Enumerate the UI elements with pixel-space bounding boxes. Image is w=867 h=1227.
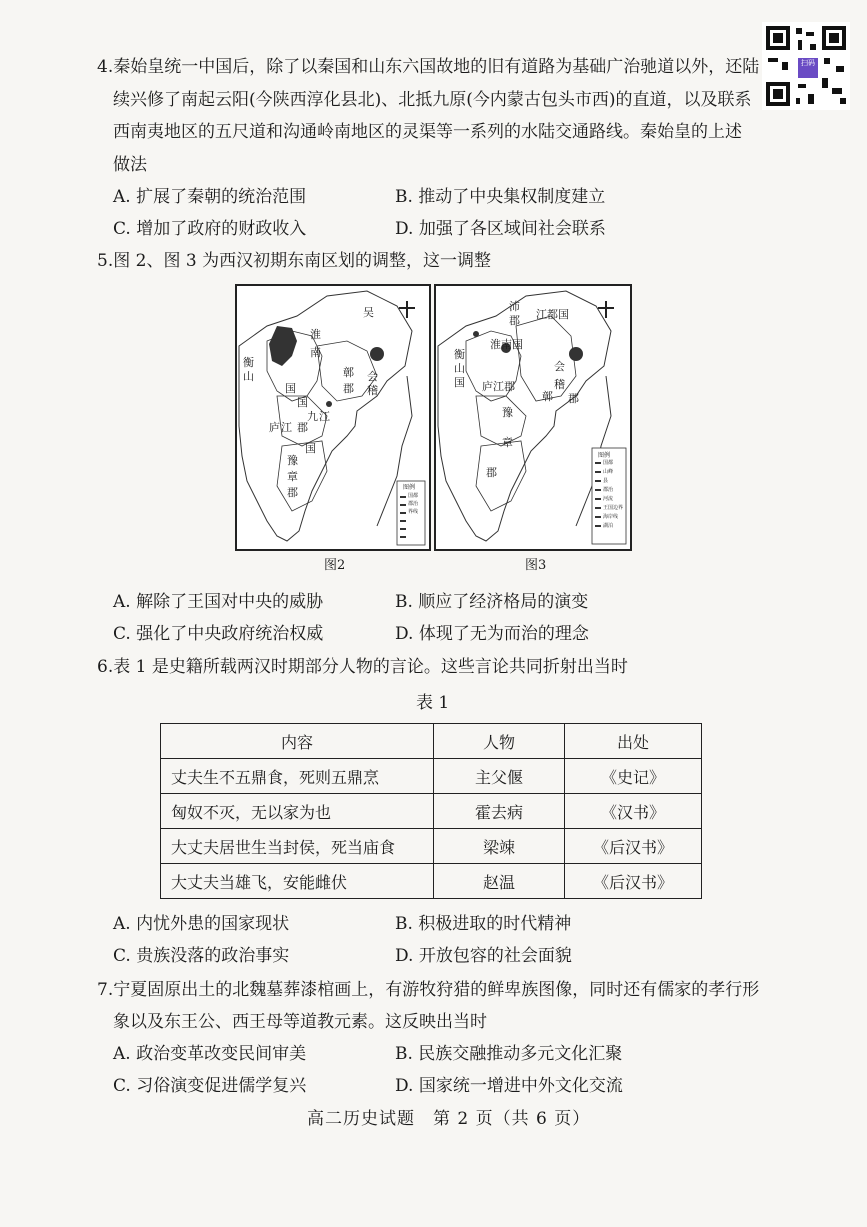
- figure-2-map: [235, 284, 431, 551]
- q6-option-a[interactable]: A. 内忧外患的国家现状: [113, 914, 290, 934]
- table-header: 人物: [434, 724, 565, 759]
- table-cell: 大丈夫居世生当封侯，死当庙食: [161, 829, 434, 864]
- fig3-label: 稽: [554, 378, 565, 391]
- figure-3-svg: [436, 286, 630, 549]
- fig2-label: 衡: [243, 356, 254, 369]
- q4-option-c[interactable]: C. 增加了政府的财政收入: [113, 219, 307, 239]
- figure-2-svg: [237, 286, 429, 549]
- fig3-label: 庐江郡: [482, 380, 515, 393]
- fig2-label: 九: [307, 410, 318, 423]
- q6-option-d[interactable]: D. 开放包容的社会面貌: [395, 946, 572, 966]
- fig2-legend-title: 图例: [403, 484, 416, 491]
- fig2-label: 郡: [287, 486, 298, 499]
- table-row: [161, 794, 702, 829]
- fig3-label: 衡: [454, 348, 465, 361]
- fig2-legend-item: 郡治: [408, 501, 419, 507]
- table-cell: 霍去病: [434, 794, 565, 829]
- fig2-label: 会: [367, 370, 378, 383]
- fig3-legend-title: 图例: [598, 452, 611, 459]
- q4-line-1: 4.秦始皇统一中国后，除了以秦国和山东六国故地的旧有道路为基础广治驰道以外，还陆: [97, 57, 760, 77]
- fig2-label: 庐: [269, 421, 280, 434]
- fig2-label: 豫: [287, 454, 298, 467]
- fig2-label: 淮: [310, 328, 321, 341]
- q5-line: 5.图 2、图 3 为西汉初期东南区划的调整，这一调整: [97, 251, 492, 271]
- fig2-label: 章: [287, 470, 298, 483]
- fig2-label: 南: [310, 346, 321, 359]
- fig3-label: 章: [502, 436, 513, 449]
- fig2-label: 吴: [363, 306, 374, 319]
- q4-option-b[interactable]: B. 推动了中央集权制度建立: [395, 187, 606, 207]
- fig2-label: 稽: [367, 384, 378, 397]
- fig2-label: 鄣: [343, 366, 354, 379]
- table-row: [161, 759, 702, 794]
- q6-line: 6.表 1 是史籍所载两汉时期部分人物的言论。这些言论共同折射出当时: [97, 657, 628, 677]
- fig3-label: 淮南国: [490, 338, 523, 351]
- qr-badge: 扫码: [796, 56, 820, 80]
- fig2-legend-item: 国都: [408, 493, 419, 499]
- fig3-label: 豫: [502, 406, 513, 419]
- q5-option-a[interactable]: A. 解除了王国对中央的威胁: [113, 592, 324, 612]
- table-cell: 主父偃: [434, 759, 565, 794]
- q4-line-4: 做法: [113, 155, 147, 175]
- fig2-legend-item: 界线: [408, 509, 419, 515]
- q5-option-b[interactable]: B. 顺应了经济格局的演变: [395, 592, 589, 612]
- fig3-label: 鄣: [542, 390, 553, 403]
- fig3-legend-item: 海岸线: [603, 514, 619, 520]
- table-cell: 《后汉书》: [565, 864, 702, 899]
- table-1: [160, 723, 702, 899]
- table-cell: 《史记》: [565, 759, 702, 794]
- table-cell: 梁竦: [434, 829, 565, 864]
- fig2-label: 江: [281, 421, 292, 434]
- q7-option-c[interactable]: C. 习俗演变促进儒学复兴: [113, 1076, 307, 1096]
- q4-option-a[interactable]: A. 扩展了秦朝的统治范围: [113, 187, 307, 207]
- fig2-label: 国: [305, 442, 316, 455]
- fig3-label: 郡: [509, 314, 520, 327]
- q7-line-2: 象以及东王公、西王母等道教元素。这反映出当时: [113, 1012, 487, 1032]
- fig2-label: 国: [297, 396, 308, 409]
- table-cell: 赵温: [434, 864, 565, 899]
- table-header: 出处: [565, 724, 702, 759]
- q6-option-b[interactable]: B. 积极进取的时代精神: [395, 914, 572, 934]
- fig2-label: 江: [319, 410, 330, 423]
- table-row: [161, 864, 702, 899]
- fig3-legend-item: 郡治: [603, 487, 614, 493]
- fig2-label: 国: [285, 382, 296, 395]
- q5-option-c[interactable]: C. 强化了中央政府统治权威: [113, 624, 324, 644]
- q6-option-c[interactable]: C. 贵族没落的政治事实: [113, 946, 290, 966]
- fig2-label: 郡: [297, 421, 308, 434]
- table-header-row: [161, 724, 702, 759]
- fig3-legend-item: 王国边界: [603, 505, 624, 511]
- fig3-label: 山: [454, 362, 465, 375]
- fig3-label: 郡: [568, 392, 579, 405]
- fig3-label: 会: [554, 360, 565, 373]
- fig3-legend-item: 国都: [603, 460, 614, 466]
- qr-code[interactable]: [762, 22, 850, 110]
- q7-option-a[interactable]: A. 政治变革改变民间审美: [113, 1044, 307, 1064]
- table-1-caption: 表 1: [416, 693, 450, 713]
- q4-line-3: 西南夷地区的五尺道和沟通岭南地区的灵渠等一系列的水陆交通路线。秦始皇的上述: [113, 122, 742, 142]
- table-row: [161, 829, 702, 864]
- fig3-label: 沛: [509, 300, 520, 313]
- table-cell: 《汉书》: [565, 794, 702, 829]
- fig2-label: 郡: [343, 382, 354, 395]
- page-footer: 高二历史试题 第 2 页（共 6 页）: [307, 1109, 591, 1129]
- fig3-label: 江都国: [536, 308, 569, 321]
- figure-3-map: [434, 284, 632, 551]
- q4-option-d[interactable]: D. 加强了各区域间社会联系: [395, 219, 606, 239]
- table-header: 内容: [161, 724, 434, 759]
- q7-option-d[interactable]: D. 国家统一增进中外文化交流: [395, 1076, 623, 1096]
- table-cell: 匈奴不灭，无以家为也: [161, 794, 434, 829]
- table-cell: 丈夫生不五鼎食，死则五鼎烹: [161, 759, 434, 794]
- q4-line-2: 续兴修了南起云阳(今陕西淳化县北)、北抵九原(今内蒙古包头市西)的直道，以及联系: [113, 90, 752, 110]
- fig3-legend-item: 湖泊: [603, 523, 614, 529]
- figure-2-caption: 图2: [324, 558, 346, 573]
- q7-option-b[interactable]: B. 民族交融推动多元文化汇聚: [395, 1044, 623, 1064]
- fig3-legend-item: 河流: [603, 496, 614, 502]
- fig2-label: 山: [243, 370, 254, 383]
- q7-line-1: 7.宁夏固原出土的北魏墓葬漆棺画上，有游牧狩猎的鲜卑族图像，同时还有儒家的孝行形: [97, 980, 760, 1000]
- fig3-label: 郡: [486, 466, 497, 479]
- fig3-legend-item: 山峰: [603, 469, 614, 475]
- table-cell: 《后汉书》: [565, 829, 702, 864]
- fig3-label: 国: [454, 376, 465, 389]
- table-cell: 大丈夫当雄飞，安能雌伏: [161, 864, 434, 899]
- q5-option-d[interactable]: D. 体现了无为而治的理念: [395, 624, 589, 644]
- figure-3-caption: 图3: [525, 558, 547, 573]
- fig3-legend-item: 县: [603, 478, 609, 484]
